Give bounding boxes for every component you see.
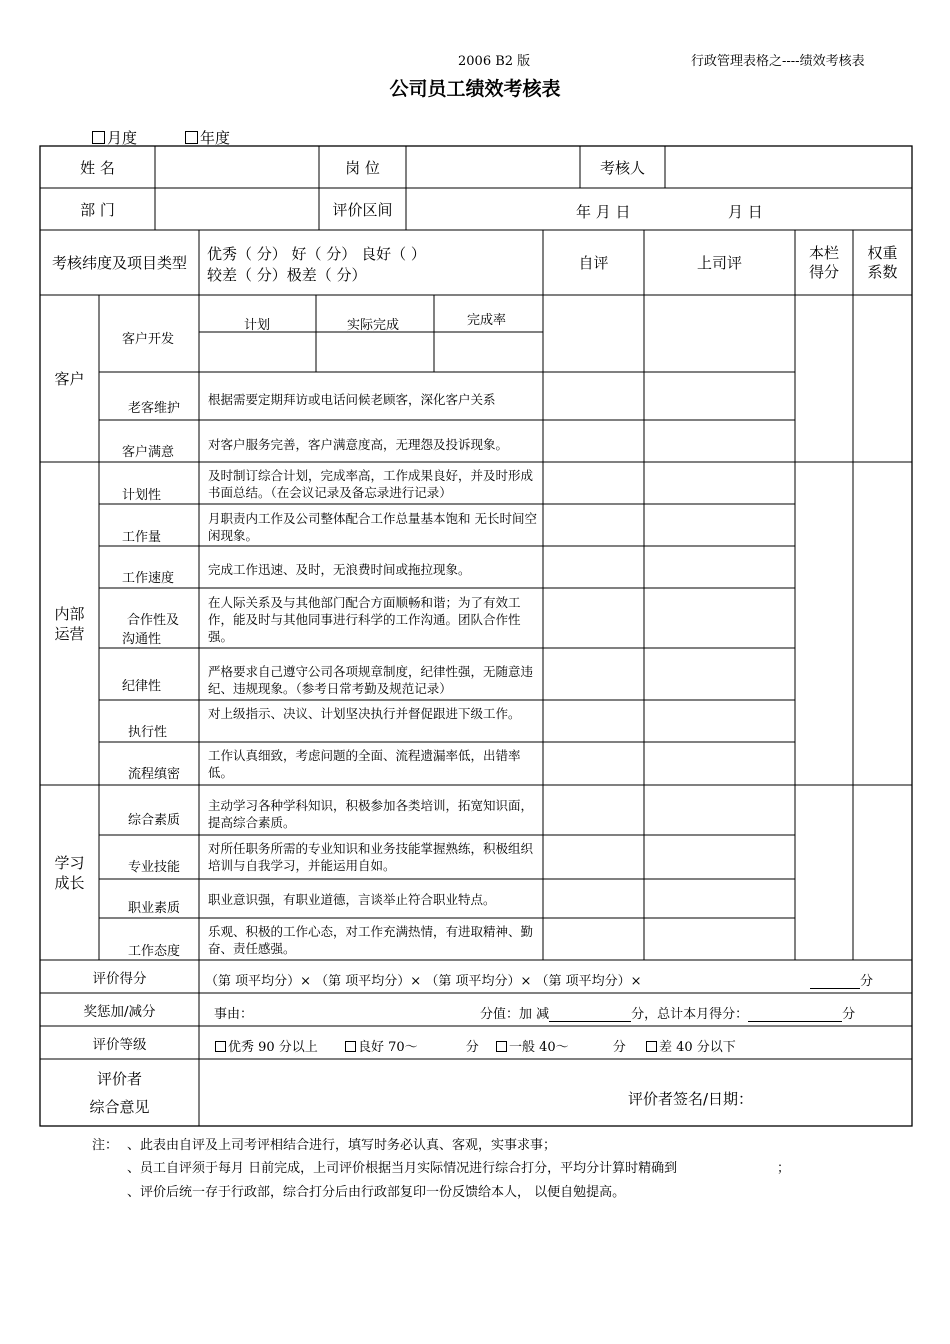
item-desc: 职业意识强，有职业道德，言谈举止符合职业特点。 — [208, 892, 496, 907]
item-label: 工作量 — [122, 530, 162, 545]
dept-field[interactable] — [155, 188, 319, 230]
item-desc: 乐观、积极的工作心态，对工作充满热情，有进取精神、勤奋、责任感强。 — [208, 924, 534, 956]
level-poor[interactable]: 差 40 分以下 — [646, 1036, 736, 1055]
monthly-option[interactable]: 月度 — [92, 127, 137, 148]
item-label: 合作性及 — [127, 613, 180, 628]
dev-actual-field[interactable] — [316, 332, 434, 372]
item-desc: 对客户服务完善，客户满意度高，无理怨及投诉现象。 — [208, 437, 509, 452]
score-formula: （第 项平均分）× （第 项平均分）× （第 项平均分）× （第 项平均分）× — [205, 974, 642, 989]
item-label: 计划性 — [122, 488, 162, 503]
group-operations: 内部 运营 — [54, 604, 85, 643]
level-good[interactable]: 良好 70～ 分 — [345, 1036, 479, 1055]
note-2: 、员工自评须于每月 日前完成，上司评价根据当月实际情况进行综合打分，平均分计算时精确到 — [127, 1161, 678, 1176]
note-2-end: ； — [777, 1161, 791, 1176]
dev-plan-field[interactable] — [199, 332, 316, 372]
interval-from[interactable]: 年 月 日 — [576, 203, 631, 221]
dimension-header: 考核纬度及项目类型 — [51, 253, 187, 272]
item-desc: 主动学习各种学科知识，积极参加各类培训，拓宽知识面，提高综合素质。 — [208, 798, 534, 830]
note-1: 、此表由自评及上司考评相结合进行，填写时务必认真、客观，实事求事； — [127, 1138, 557, 1153]
group-learning: 学习 成长 — [54, 853, 85, 892]
level-excellent[interactable]: 优秀 90 分以上 — [215, 1036, 318, 1055]
dev-plan-header: 计划 — [244, 318, 271, 333]
note-3: 、评价后统一存于行政部，综合打分后由行政部复印一份反馈给本人， 以便自勉提高。 — [127, 1185, 626, 1200]
opinion-label: 评价者 综合意见 — [89, 1069, 150, 1116]
score-total[interactable]: 分 — [810, 970, 873, 989]
level-label: 评价等级 — [92, 1036, 147, 1053]
item-label: 综合素质 — [128, 813, 181, 828]
item-desc: 根据需要定期拜访或电话问候老顾客，深化客户关系 — [208, 392, 496, 407]
item-desc: 及时制订综合计划，完成率高，工作成果良好，并及时形成书面总结。（在会议记录及备忘录进行记录） — [208, 468, 534, 500]
yearly-option[interactable]: 年度 — [185, 127, 230, 148]
opinion-field[interactable] — [199, 1059, 912, 1126]
name-field[interactable] — [155, 146, 319, 188]
score-label: 评价得分 — [92, 970, 147, 987]
item-label: 工作态度 — [128, 944, 181, 959]
item-label: 专业技能 — [128, 860, 181, 875]
item-label: 工作速度 — [122, 571, 175, 586]
item-desc: 对所任职务所需的专业知识和业务技能掌握熟练，积极组织培训与自我学习，并能运用自如。 — [208, 841, 534, 873]
page-title: 公司员工绩效考核表 — [389, 78, 561, 100]
supervisor-eval-header: 上司评 — [696, 254, 742, 272]
item-desc: 对上级指示、决议、计划坚决执行并督促跟进下级工作。 — [208, 706, 521, 721]
level-fair[interactable]: 一般 40～ 分 — [496, 1036, 626, 1055]
item-desc: 完成工作迅速、及时，无浪费时间或拖拉现象。 — [208, 562, 471, 577]
dev-rate-header: 完成率 — [467, 313, 507, 328]
position-label: 岗 位 — [345, 158, 380, 177]
bonus-reason: 事由： — [214, 1007, 254, 1022]
item-label: 客户满意 — [122, 445, 175, 460]
position-field[interactable] — [406, 146, 580, 188]
grade-scale-line2: 较差（ 分）极差（ 分） — [207, 266, 367, 284]
grade-scale-line1: 优秀（ 分） 好（ 分） 良好（ ） — [207, 245, 426, 263]
dept-label: 部 门 — [80, 200, 115, 219]
item-label: 沟通性 — [122, 632, 162, 647]
assessor-label: 考核人 — [599, 158, 645, 177]
dev-actual-header: 实际完成 — [347, 318, 400, 333]
item-desc: 工作认真细致，考虑问题的全面、流程遗漏率低，出错率低。 — [208, 748, 521, 780]
signature-label: 评价者签名/日期： — [628, 1090, 754, 1108]
name-label: 姓 名 — [80, 158, 115, 177]
group-customer: 客户 — [54, 370, 85, 388]
item-desc: 月职责内工作及公司整体配合工作总量基本饱和 无长时间空闲现象。 — [208, 511, 537, 543]
item-label: 老客维护 — [128, 401, 181, 416]
interval-to[interactable]: 月 日 — [728, 203, 763, 221]
self-eval-header: 自评 — [578, 254, 609, 272]
item-label: 执行性 — [128, 725, 168, 740]
item-desc: 在人际关系及与其他部门配合方面顺畅和谐；为了有效工作，能及时与其他同事进行科学的工作沟通。团队合作性强。 — [208, 595, 521, 644]
item-customer-dev: 客户开发 — [122, 332, 175, 347]
version-label: 2006 B2 版 — [458, 54, 531, 69]
weight-header: 权重 系数 — [867, 243, 898, 281]
item-label: 纪律性 — [122, 679, 162, 694]
notes-prefix: 注： — [92, 1138, 119, 1153]
bonus-value[interactable]: 分值：加 减 分，总计本月得分： 分 — [480, 1007, 856, 1022]
item-label: 职业素质 — [128, 901, 181, 916]
bonus-label: 奖惩加/减分 — [83, 1003, 156, 1020]
dev-rate-field[interactable] — [434, 332, 543, 372]
item-label: 流程缜密 — [128, 767, 181, 782]
score-header: 本栏 得分 — [808, 243, 839, 281]
assessor-field[interactable] — [665, 146, 912, 188]
item-desc: 严格要求自己遵守公司各项规章制度，纪律性强，无随意违纪、违规现象。（参考日常考勤及规范记录） — [208, 664, 534, 696]
series-label: 行政管理表格之----绩效考核表 — [691, 54, 865, 69]
interval-label: 评价区间 — [332, 200, 393, 219]
